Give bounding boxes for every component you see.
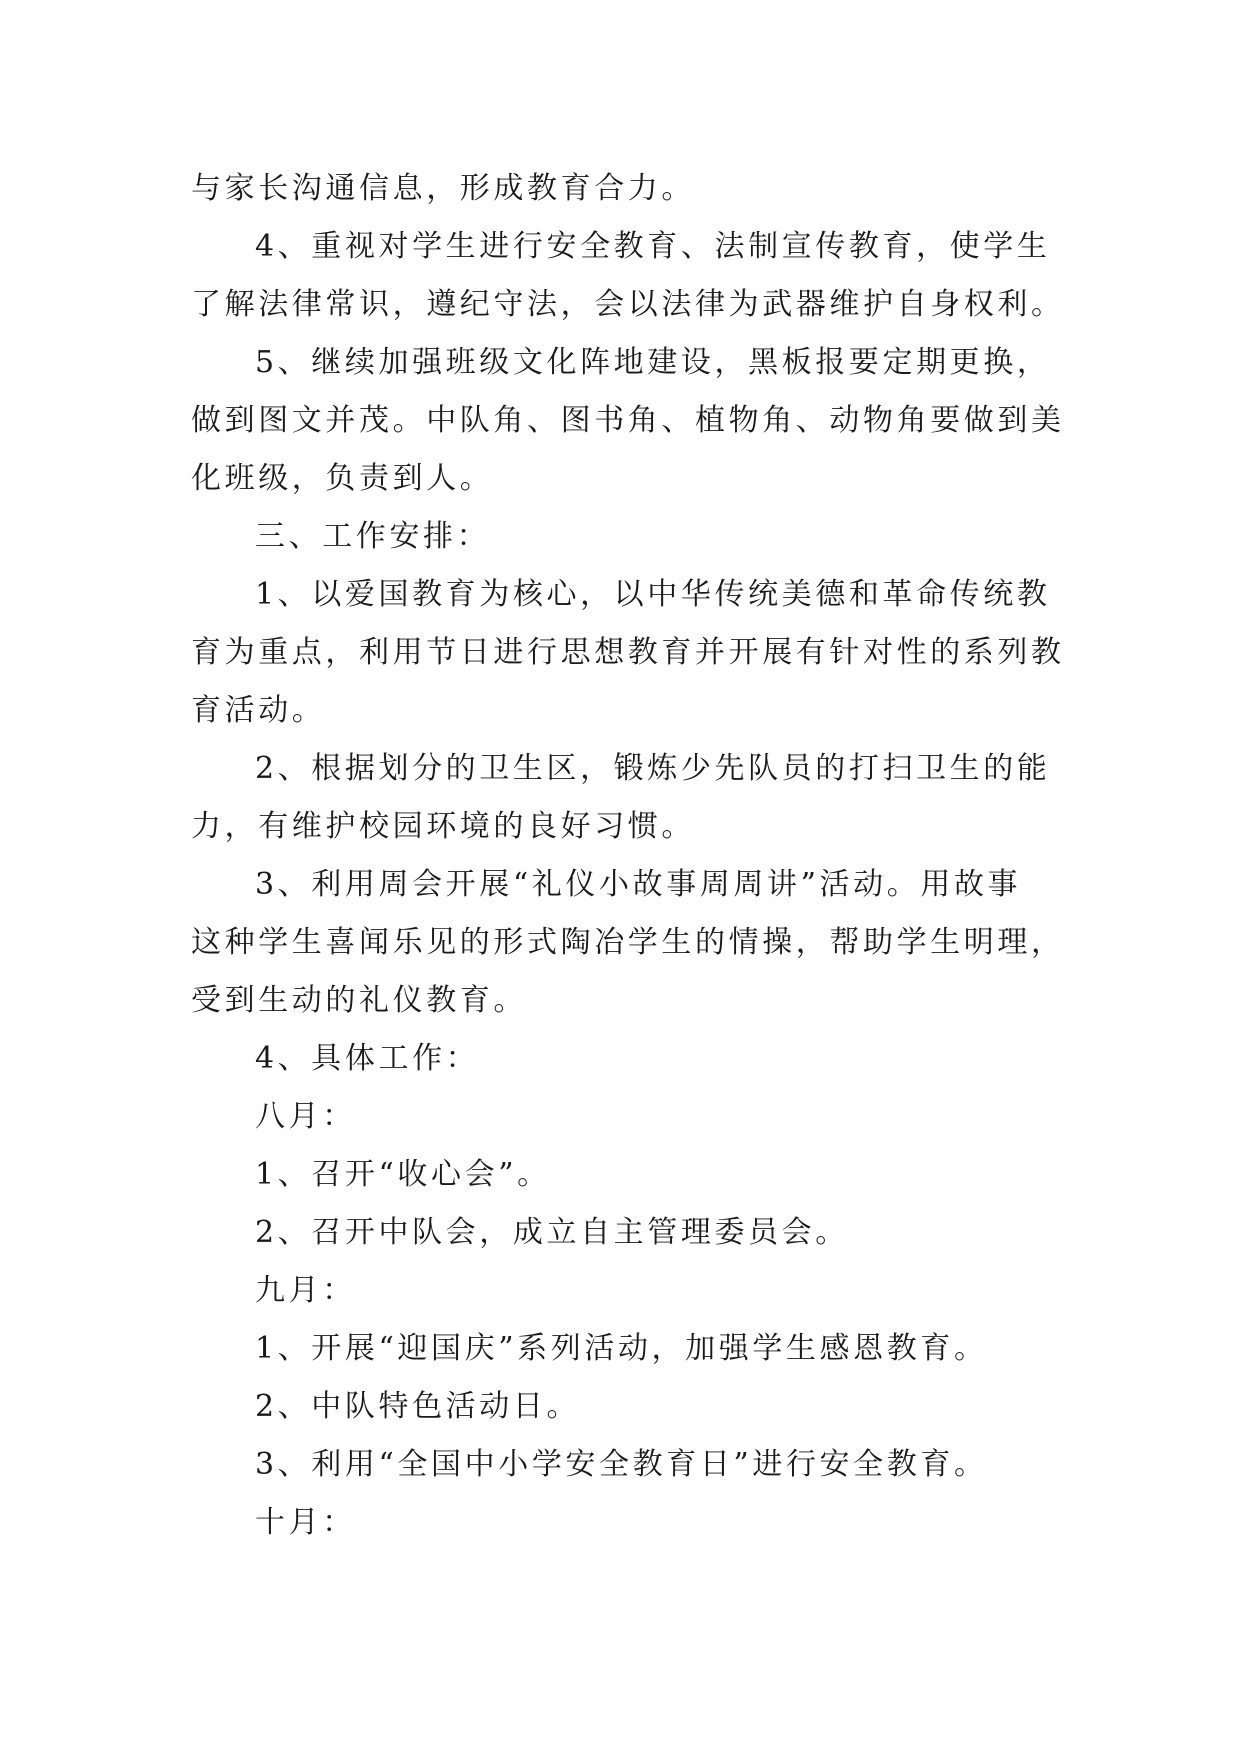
text-line: 5、继续加强班级文化阵地建设，黑板报要定期更换， bbox=[255, 345, 1051, 380]
text-line: 4、重视对学生进行安全教育、法制宣传教育，使学生 bbox=[255, 229, 1051, 264]
text-line: 1、以爱国教育为核心，以中华传统美德和革命传统教 bbox=[255, 577, 1051, 612]
text-line: 三、工作安排： bbox=[255, 519, 491, 554]
text-line: 力，有维护校园环境的良好习惯。 bbox=[191, 809, 695, 844]
text-line: 化班级，负责到人。 bbox=[191, 461, 494, 496]
text-line: 1、召开“收心会”。 bbox=[255, 1157, 551, 1192]
text-line: 这种学生喜闻乐见的形式陶冶学生的情操，帮助学生明理， bbox=[191, 925, 1065, 960]
text-line: 做到图文并茂。中队角、图书角、植物角、动物角要做到美 bbox=[191, 403, 1065, 438]
text-line: 十月： bbox=[255, 1505, 356, 1540]
text-line: 1、开展“迎国庆”系列活动，加强学生感恩教育。 bbox=[255, 1331, 988, 1366]
text-line: 2、召开中队会，成立自主管理委员会。 bbox=[255, 1215, 849, 1250]
text-line: 与家长沟通信息，形成教育合力。 bbox=[191, 171, 695, 206]
text-line: 2、中队特色活动日。 bbox=[255, 1389, 581, 1424]
text-line: 育活动。 bbox=[191, 693, 326, 728]
text-line: 3、利用周会开展“礼仪小故事周周讲”活动。用故事 bbox=[255, 867, 1022, 902]
text-line: 受到生动的礼仪教育。 bbox=[191, 983, 527, 1018]
text-line: 3、利用“全国中小学安全教育日”进行安全教育。 bbox=[255, 1447, 988, 1482]
document-body bbox=[191, 160, 1063, 1552]
text-line: 2、根据划分的卫生区，锻炼少先队员的打扫卫生的能 bbox=[255, 751, 1051, 786]
text-line: 4、具体工作： bbox=[255, 1041, 480, 1076]
text-line: 育为重点，利用节日进行思想教育并开展有针对性的系列教 bbox=[191, 635, 1065, 670]
text-line: 九月： bbox=[255, 1273, 356, 1308]
text-line: 了解法律常识，遵纪守法，会以法律为武器维护自身权利。 bbox=[191, 287, 1065, 322]
text-line: 八月： bbox=[255, 1099, 356, 1134]
